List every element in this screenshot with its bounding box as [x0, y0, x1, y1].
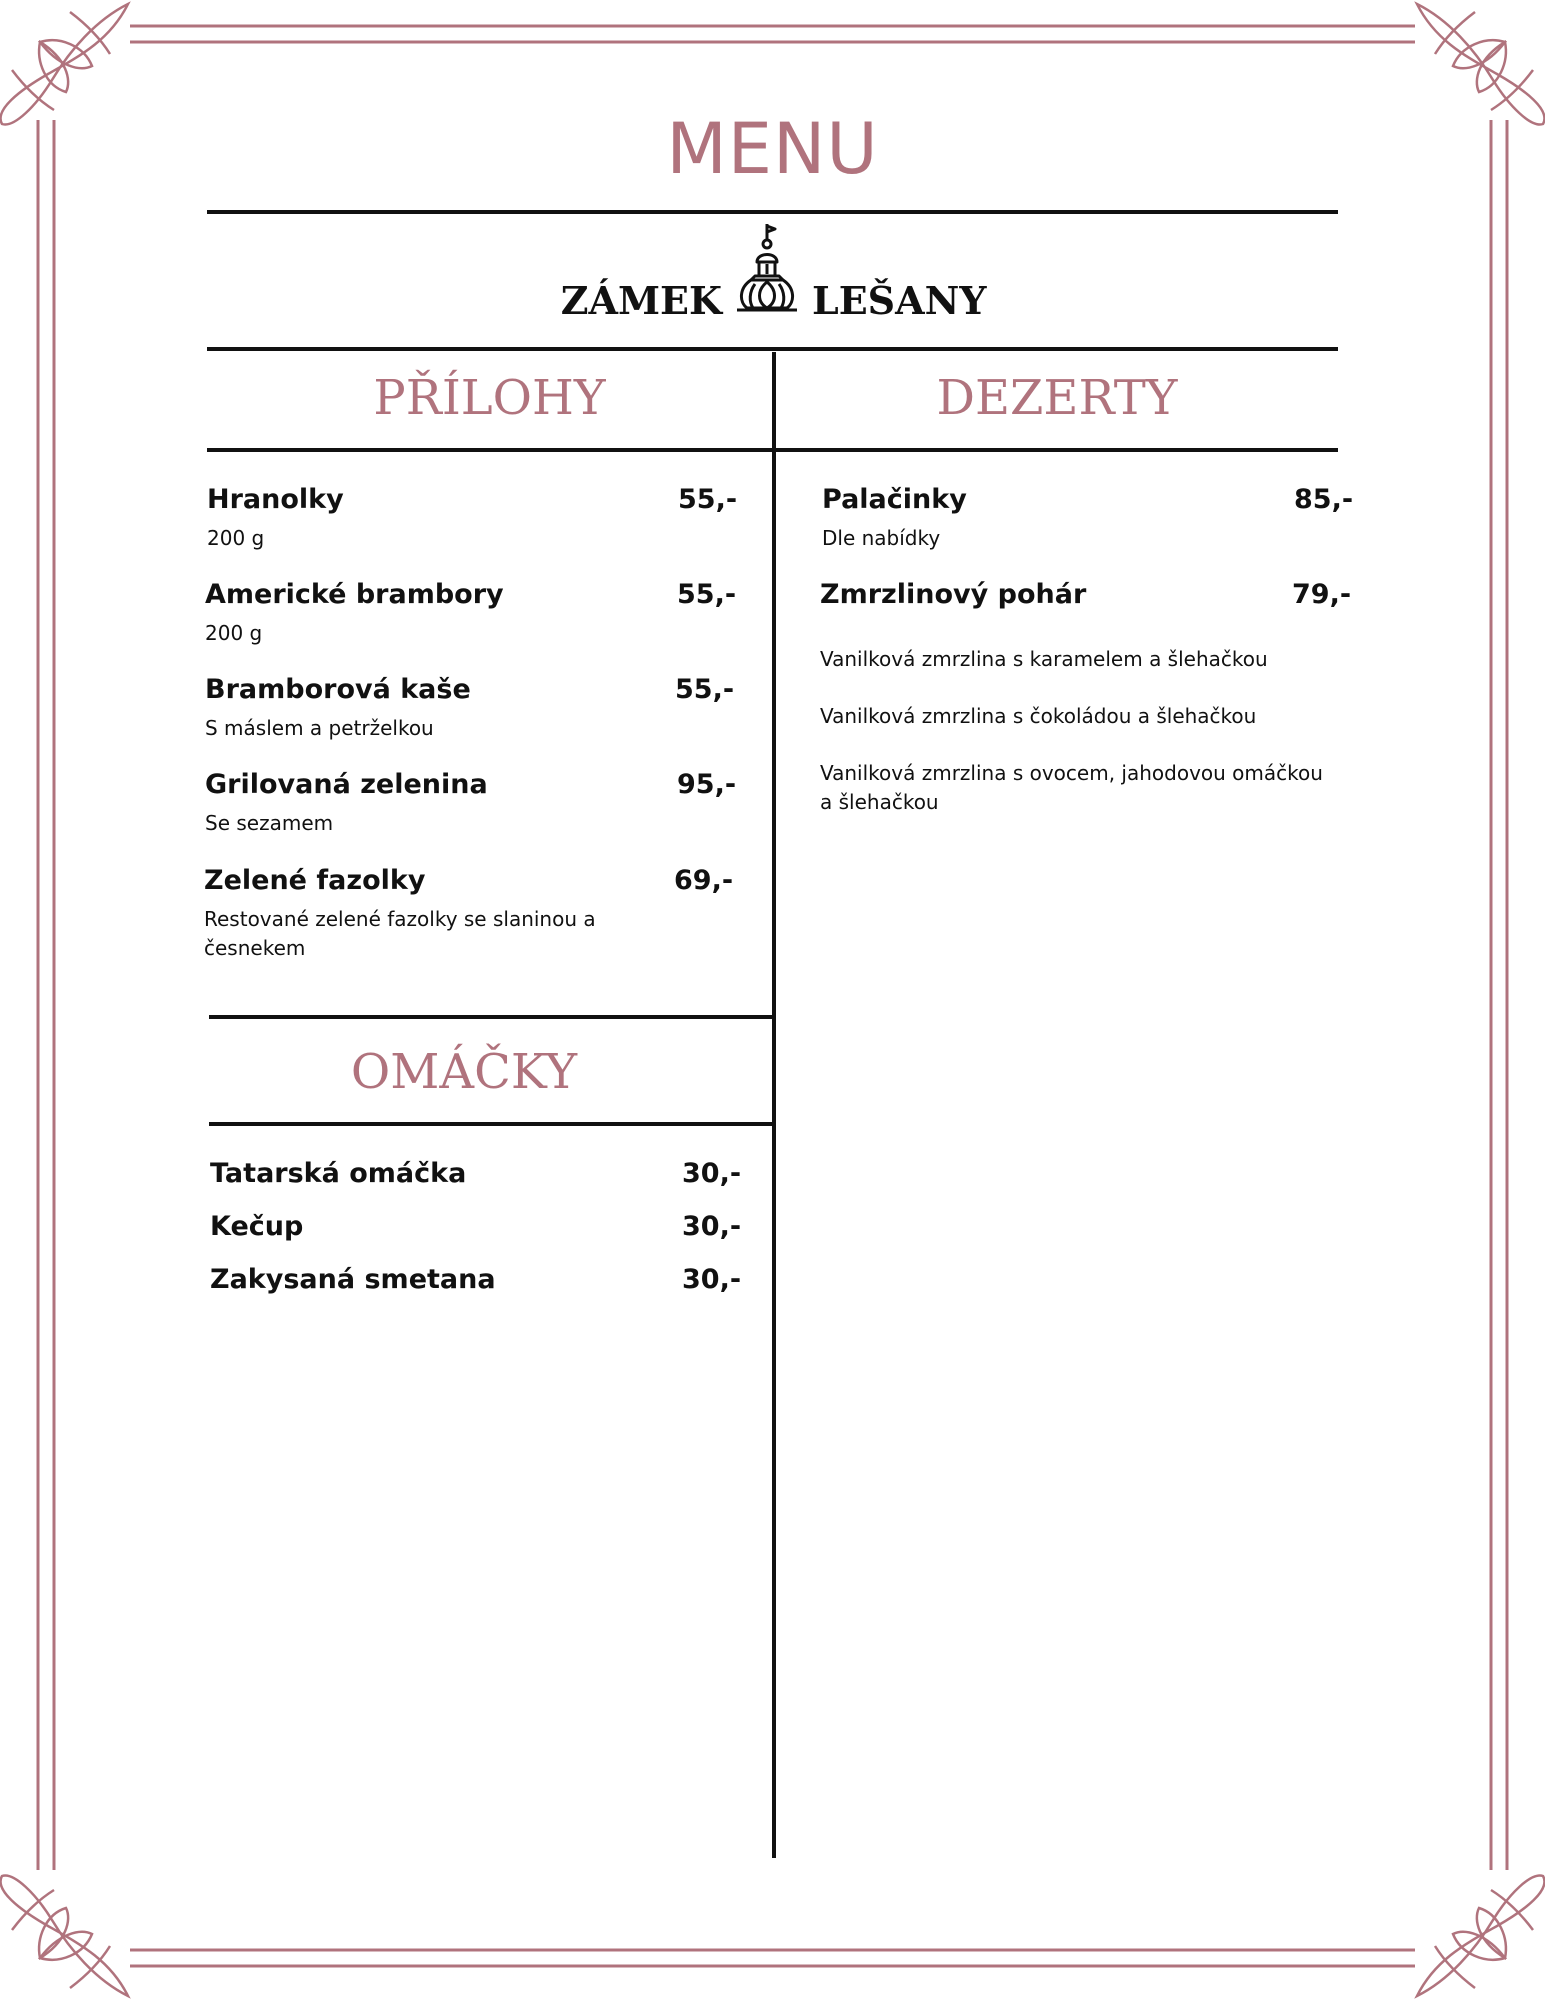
- item-name: Kečup: [210, 1211, 304, 1242]
- item-price: 85,-: [1294, 484, 1354, 515]
- item-price: 79,-: [1292, 579, 1352, 610]
- item-price: 30,-: [682, 1264, 742, 1295]
- dessert-option: Vanilková zmrzlina s ovocem, jahodovou omáčkou a šlehačkou: [820, 761, 1323, 814]
- column-divider: [772, 352, 776, 1858]
- item-name: Hranolky: [207, 484, 344, 515]
- omacky-rule-top: [209, 1015, 774, 1019]
- item-name: Tatarská omáčka: [210, 1158, 467, 1189]
- item-price: 55,-: [675, 674, 735, 705]
- item-price: 55,-: [678, 484, 738, 515]
- logo: [0, 222, 1545, 322]
- item-price: 30,-: [682, 1211, 742, 1242]
- item-name: Zmrzlinový pohár: [820, 579, 1087, 610]
- item-name: Zakysaná smetana: [210, 1264, 496, 1295]
- dessert-option: Vanilková zmrzlina s čokoládou a šlehačkou: [820, 704, 1257, 728]
- item-description: Se sezamem: [205, 811, 334, 835]
- item-name: Bramborová kaše: [205, 674, 471, 705]
- item-price: 69,-: [674, 865, 734, 896]
- item-name: Americké brambory: [205, 579, 504, 610]
- omacky-rule-bottom: [209, 1122, 774, 1126]
- logo-text-left: ZÁMEK: [560, 278, 722, 323]
- page-title: MENU: [666, 108, 879, 190]
- item-name: Palačinky: [822, 484, 967, 515]
- section-rule: [207, 448, 1338, 452]
- castle-tower-icon: [735, 222, 799, 314]
- item-description: Dle nabídky: [822, 526, 941, 550]
- item-price: 55,-: [677, 579, 737, 610]
- item-description: Restované zelené fazolky se slaninou a česnekem: [204, 907, 596, 960]
- header-rule-bottom: [207, 347, 1338, 351]
- item-name: Zelené fazolky: [204, 865, 426, 896]
- item-price: 30,-: [682, 1158, 742, 1189]
- item-name: Grilovaná zelenina: [205, 769, 488, 800]
- item-price: 95,-: [677, 769, 737, 800]
- item-description: 200 g: [207, 526, 265, 550]
- dessert-option: Vanilková zmrzlina s karamelem a šlehačkou: [820, 647, 1268, 671]
- header-rule-top: [207, 210, 1338, 214]
- item-description: S máslem a petrželkou: [205, 716, 434, 740]
- logo-text-right: LEŠANY: [812, 278, 987, 323]
- section-title-prilohy: PŘÍLOHY: [373, 370, 606, 426]
- item-description: 200 g: [205, 621, 263, 645]
- section-title-dezerty: DEZERTY: [936, 370, 1178, 426]
- section-title-omacky: OMÁČKY: [350, 1044, 578, 1100]
